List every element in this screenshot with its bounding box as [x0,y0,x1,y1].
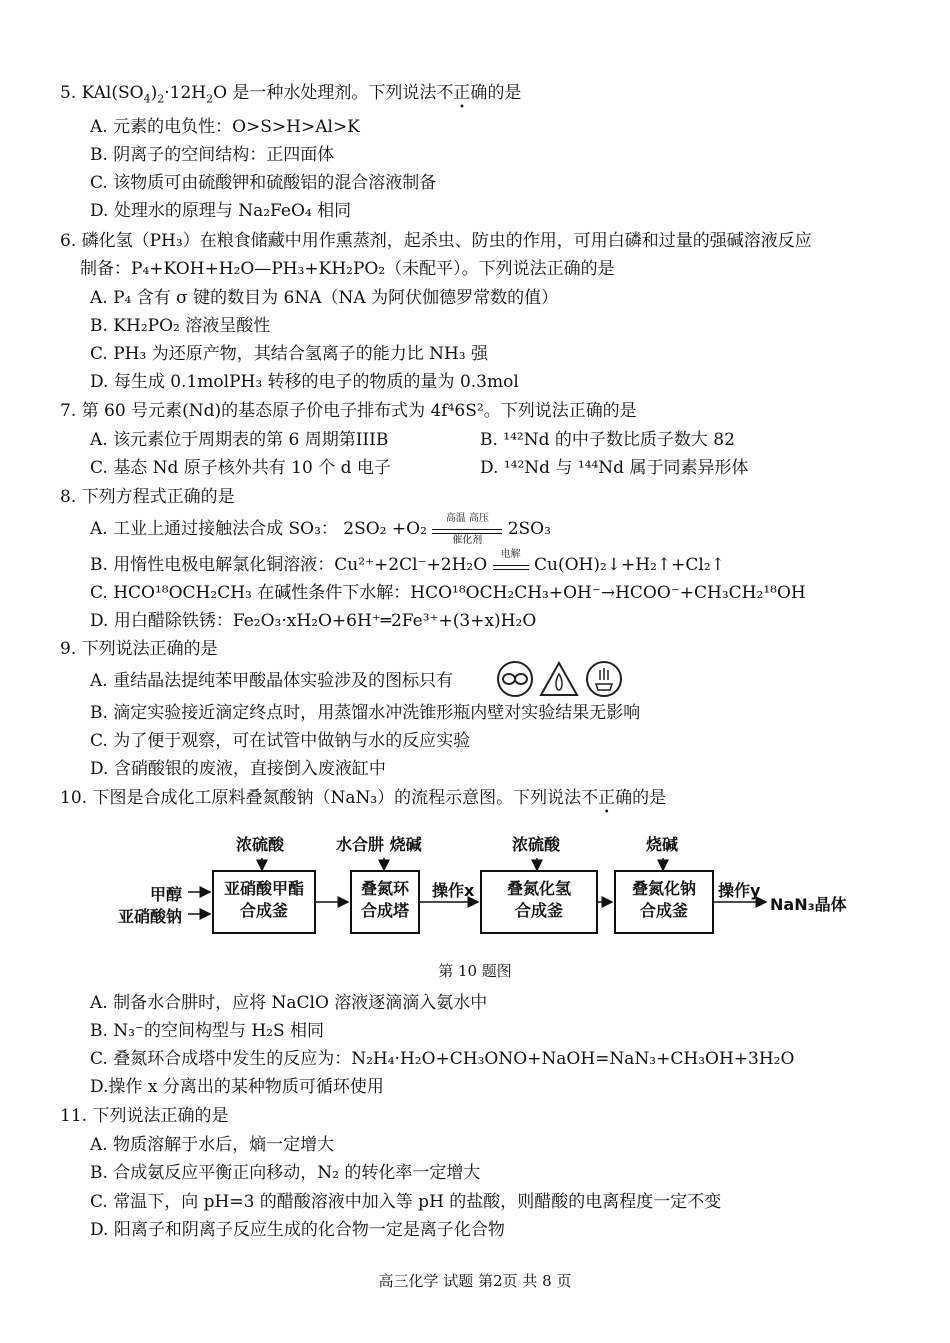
safety-icons [496,660,626,698]
q11-option-a: A. 物质溶解于水后，熵一定增大 [90,1135,335,1155]
flow-top-label-2: 水合肼 烧碱 [336,835,422,854]
flow-top-label-4: 烧碱 [646,835,679,854]
q10-figure-caption: 第 10 题图 [438,962,512,980]
flow-product: NaN₃晶体 [770,895,847,914]
flow-box-sodium-azide-reactor: 叠氮化钠 合成釜 [614,870,714,934]
q5-option-c: C. 该物质可由硫酸钾和硫酸铝的混合溶液制备 [90,173,437,193]
q5-option-d: D. 处理水的原理与 Na₂FeO₄ 相同 [90,201,352,221]
q11-option-b: B. 合成氨反应平衡正向移动，N₂ 的转化率一定增大 [90,1163,481,1183]
q5-option-b: B. 阴离子的空间结构：正四面体 [90,145,335,165]
q6-stem-line1: 6. 磷化氢（PH₃）在粮食储藏中用作熏蒸剂，起杀虫、防虫的作用，可用白磷和过量的强碱溶液反应 [60,231,812,251]
q9-icons [496,660,626,703]
q10-option-d: D.操作 x 分离出的某种物质可循环使用 [90,1077,384,1097]
flow-box-azide-tower: 叠氮环 合成塔 [350,870,420,934]
goggles-icon [498,662,532,696]
q8-option-b: B. 用惰性电极电解氯化铜溶液：Cu²⁺+2Cl⁻+2H₂O 电解 Cu(OH)₂↓+H₂↑+Cl₂↑ [90,549,725,575]
q7-option-d: D. ¹⁴²Nd 与 ¹⁴⁴Nd 属于同素异形体 [480,458,749,478]
flow-operation-x: 操作x [432,881,475,900]
flow-box-methyl-nitrite-reactor: 亚硝酸甲酯 合成釜 [212,870,316,934]
q11-stem: 11. 下列说法正确的是 [60,1106,229,1126]
flow-input-sodium-nitrite: 亚硝酸钠 [118,907,183,926]
q10-flow-diagram [110,830,850,950]
q10-emphasis: 不正确 [581,788,633,808]
q6-option-c: C. PH₃ 为还原产物，其结合氢离子的能力比 NH₃ 强 [90,344,489,364]
q11-option-c: C. 常温下，向 pH=3 的醋酸溶液中加入等 pH 的盐酸，则醋酸的电离程度一定不变 [90,1192,722,1212]
q8-stem: 8. 下列方程式正确的是 [60,487,235,507]
q5-stem: 5. $KAl(SO_4)_2\cdot 12H_2O$ 是一种水处理剂。下列说法不正确的是 [60,83,522,106]
q8-option-a: A. 工业上通过接触法合成 SO₃： 2SO₂ +O₂ 高温 高压 催化剂 2SO₃ [90,513,551,546]
q8-option-c: C. HCO¹⁸OCH₂CH₃ 在碱性条件下水解：HCO¹⁸OCH₂CH₃+OH⁻→HCOO⁻+CH₃CH₂¹⁸OH [90,583,806,603]
q7-option-b: B. ¹⁴²Nd 的中子数比质子数大 82 [480,430,735,450]
q7-option-a: A. 该元素位于周期表的第 6 周期第IIIB [90,430,389,450]
q8-option-d: D. 用白醋除铁锈：Fe₂O₃·xH₂O+6H⁺═2Fe³⁺+(3+x)H₂O [90,611,537,631]
q9-option-a: A. 重结晶法提纯苯甲酸晶体实验涉及的图标只有 [90,671,454,691]
q5-emphasis: 不正确 [436,83,488,103]
q10-option-b: B. N₃⁻的空间构型与 H₂S 相同 [90,1021,325,1041]
flow-top-label-1: 浓硫酸 [236,835,285,854]
q7-option-c: C. 基态 Nd 原子核外共有 10 个 d 电子 [90,458,391,478]
q10-option-c: C. 叠氮环合成塔中发生的反应为：N₂H₄·H₂O+CH₃ONO+NaOH=NaN₃+CH₃OH+3H₂O [90,1049,795,1069]
q11-option-d: D. 阳离子和阴离子反应生成的化合物一定是离子化合物 [90,1220,505,1240]
q6-option-a: A. P₄ 含有 σ 键的数目为 6NA（NA 为阿伏伽德罗常数的值） [90,288,559,308]
q9-option-c: C. 为了便于观察，可在试管中做钠与水的反应实验 [90,731,471,751]
q5-option-a: A. 元素的电负性：O>S>H>Al>K [90,117,360,137]
flow-top-label-3: 浓硫酸 [512,835,561,854]
flow-operation-y: 操作y [718,881,761,900]
q9-option-b: B. 滴定实验接近滴定终点时，用蒸馏水冲洗锥形瓶内壁对实验结果无影响 [90,703,641,723]
flow-box-hydrazoic-reactor: 叠氮化氢 合成釜 [480,870,598,934]
q6-option-d: D. 每生成 0.1molPH₃ 转移的电子的物质的量为 0.3mol [90,372,519,392]
q7-stem: 7. 第 60 号元素(Nd)的基态原子价电子排布式为 4f⁴6S²。下列说法正确的是 [60,401,637,421]
flame-warning-icon [541,663,577,695]
q6-option-b: B. KH₂PO₂ 溶液呈酸性 [90,316,271,336]
q8-condition-arrow: 高温 高压 催化剂 [432,525,502,534]
q8-electrolysis-arrow: 电解 [493,561,529,570]
flow-input-methanol: 甲醇 [150,885,183,904]
q6-stem-line2: 制备：P₄+KOH+H₂O—PH₃+KH₂PO₂（未配平）。下列说法正确的是 [80,259,615,279]
q10-option-a: A. 制备水合肼时，应将 NaClO 溶液逐滴滴入氨水中 [90,993,488,1013]
page-footer: 高三化学 试题 第2页 共 8 页 [378,1272,572,1290]
q9-option-d: D. 含硝酸银的废液，直接倒入废液缸中 [90,759,386,779]
q9-stem: 9. 下列说法正确的是 [60,639,218,659]
q10-stem: 10. 下图是合成化工原料叠氮酸钠（NaN₃）的流程示意图。下列说法不正确的是 [60,788,667,808]
hand-wash-icon [587,662,621,696]
